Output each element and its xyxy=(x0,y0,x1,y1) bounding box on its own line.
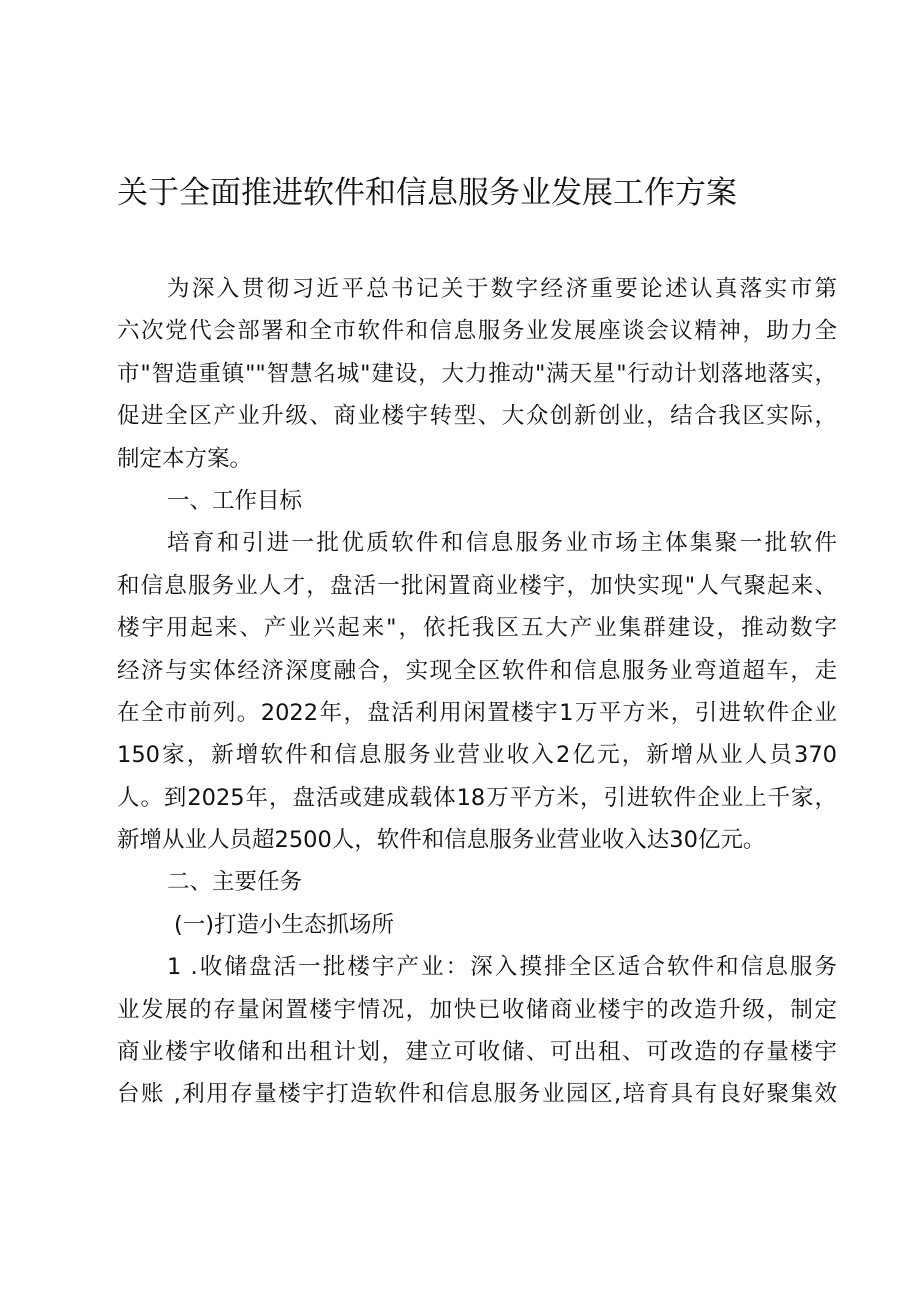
section-heading-goals: 一、工作目标 xyxy=(167,487,303,514)
paragraph-intro-line-3: 市"智造重镇""智慧名城"建设，大力推动"满天星"行动计划落地落实， xyxy=(117,360,837,387)
paragraph-goals-line-6: 150家，新增软件和信息服务业营业收入2亿元，新增从业人员370 xyxy=(117,742,837,769)
paragraph-goals-line-5: 在全市前列。2022年，盘活利用闲置楼宇1万平方米，引进软件企业 xyxy=(117,699,837,726)
subsection-heading-ecosystem: (一)打造小生态抓场所 xyxy=(174,911,395,938)
paragraph-intro-line-2: 六次党代会部署和全市软件和信息服务业发展座谈会议精神，助力全 xyxy=(117,318,837,345)
paragraph-goals-line-8: 新增从业人员超2500人，软件和信息服务业营业收入达30亿元。 xyxy=(117,827,766,854)
paragraph-task1-line-4: 台账 ,利用存量楼宇打造软件和信息服务业园区,培育具有良好聚集效 xyxy=(117,1081,837,1108)
paragraph-task1-line-3: 商业楼宇收储和出租计划，建立可收储、可出租、可改造的存量楼宇 xyxy=(117,1039,837,1066)
paragraph-goals-line-7: 人。到2025年，盘活或建成载体18万平方米，引进软件企业上千家， xyxy=(117,784,837,811)
paragraph-task1-line-1: 1 .收储盘活一批楼宇产业：深入摸排全区适合软件和信息服务 xyxy=(167,954,837,981)
paragraph-goals-line-1: 培育和引进一批优质软件和信息服务业市场主体集聚一批软件 xyxy=(167,530,837,557)
paragraph-goals-line-4: 经济与实体经济深度融合，实现全区软件和信息服务业弯道超车，走 xyxy=(117,657,837,684)
section-heading-tasks: 二、主要任务 xyxy=(167,869,303,896)
document-title: 关于全面推进软件和信息服务业发展工作方案 xyxy=(117,175,737,211)
paragraph-intro-line-5: 制定本方案。 xyxy=(117,445,253,472)
paragraph-task1-line-2: 业发展的存量闲置楼宇情况，加快已收储商业楼宇的改造升级，制定 xyxy=(117,996,837,1023)
document-body xyxy=(117,268,837,1116)
paragraph-goals-line-3: 楼宇用起来、产业兴起来"，依托我区五大产业集群建设，推动数字 xyxy=(117,615,837,642)
paragraph-intro-line-4: 促进全区产业升级、商业楼宇转型、大众创新创业，结合我区实际， xyxy=(117,403,837,430)
paragraph-goals-line-2: 和信息服务业人才，盘活一批闲置商业楼宇，加快实现"人气聚起来、 xyxy=(117,572,837,599)
paragraph-intro-line-1: 为深入贯彻习近平总书记关于数字经济重要论述认真落实市第 xyxy=(167,276,837,302)
